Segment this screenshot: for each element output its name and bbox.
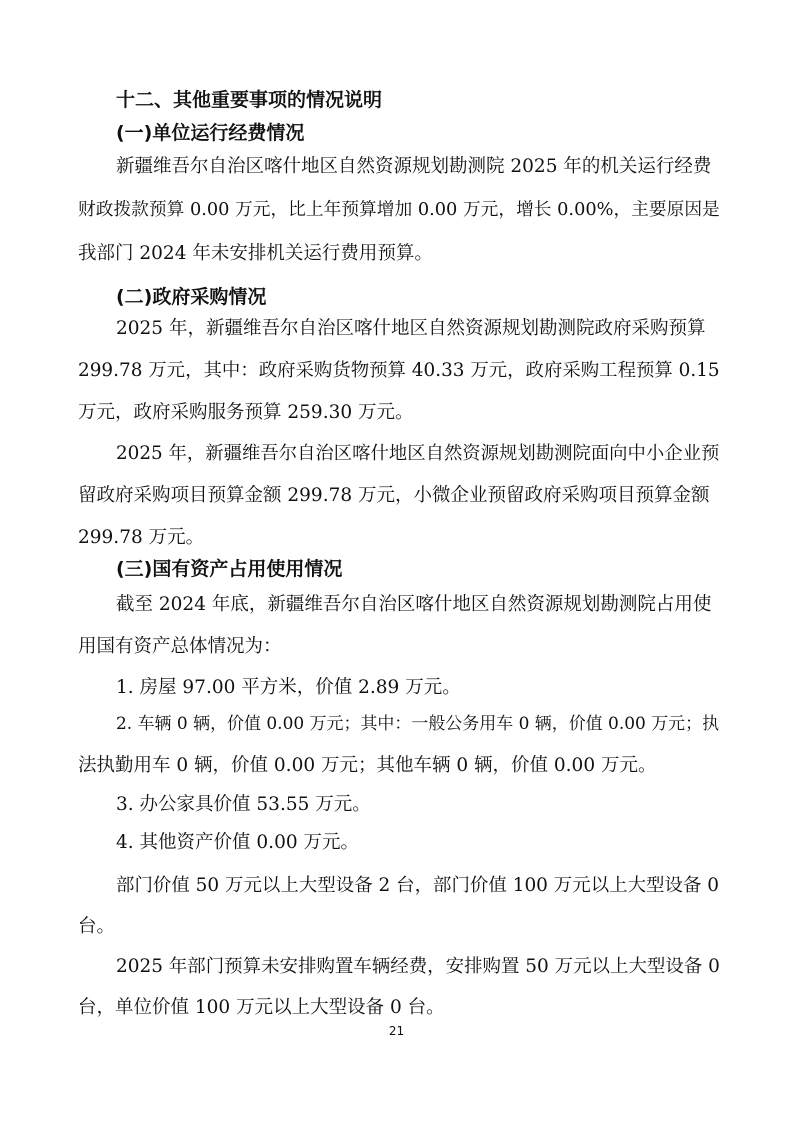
asset-item-3: 3. 办公家具价值 53.55 万元。 xyxy=(116,794,371,815)
sub3-intro-line-2: 用国有资产总体情况为： xyxy=(78,636,282,657)
sub2-para1-line-3: 万元，政府采购服务预算 259.30 万元。 xyxy=(78,402,414,423)
sub2-para2-line-2: 留政府采购项目预算金额 299.78 万元，小微企业预留政府采购项目预算金额 xyxy=(78,485,710,506)
asset-item-2-line-2: 法执勤用车 0 辆，价值 0.00 万元；其他车辆 0 辆，价值 0.00 万元。 xyxy=(78,755,657,776)
sub2-para1-line-2: 299.78 万元，其中：政府采购货物预算 40.33 万元，政府采购工程预算 0.15 xyxy=(78,360,720,381)
sub1-line-3: 我部门 2024 年未安排机关运行费用预算。 xyxy=(78,243,433,264)
sub1-line-2: 财政拨款预算 0.00 万元，比上年预算增加 0.00 万元，增长 0.00%，主要原因是 xyxy=(78,200,720,220)
equipment-line-2: 台。 xyxy=(78,916,116,937)
sub1-line-1: 新疆维吾尔自治区喀什地区自然资源规划勘测院 2025 年的机关运行经费 xyxy=(116,156,712,177)
section-title: 十二、其他重要事项的情况说明 xyxy=(116,89,383,111)
asset-item-1: 1. 房屋 97.00 平方米，价值 2.89 万元。 xyxy=(116,677,461,698)
sub2-para1-line-1: 2025 年，新疆维吾尔自治区喀什地区自然资源规划勘测院政府采购预算 xyxy=(116,318,706,339)
sub3-intro-line-1: 截至 2024 年底，新疆维吾尔自治区喀什地区自然资源规划勘测院占用使 xyxy=(116,594,712,615)
sub2-para2-line-3: 299.78 万元。 xyxy=(78,527,205,548)
equipment-line-1: 部门价值 50 万元以上大型设备 2 台，部门价值 100 万元以上大型设备 0 xyxy=(116,875,720,896)
purchase-plan-line-1: 2025 年部门预算未安排购置车辆经费，安排购置 50 万元以上大型设备 0 xyxy=(116,956,720,977)
asset-item-4: 4. 其他资产价值 0.00 万元。 xyxy=(116,832,359,853)
sub3-heading: (三)国有资产占用使用情况 xyxy=(116,558,343,580)
page-number: 21 xyxy=(388,1024,405,1038)
sub2-heading: (二)政府采购情况 xyxy=(116,286,267,308)
asset-item-2-line-1: 2. 车辆 0 辆，价值 0.00 万元；其中：一般公务用车 0 辆，价值 0.00 万元；执 xyxy=(116,714,720,734)
sub1-heading: (一)单位运行经费情况 xyxy=(116,122,305,144)
purchase-plan-line-2: 台，单位价值 100 万元以上大型设备 0 台。 xyxy=(78,997,445,1018)
sub2-para2-line-1: 2025 年，新疆维吾尔自治区喀什地区自然资源规划勘测院面向中小企业预 xyxy=(116,443,720,464)
